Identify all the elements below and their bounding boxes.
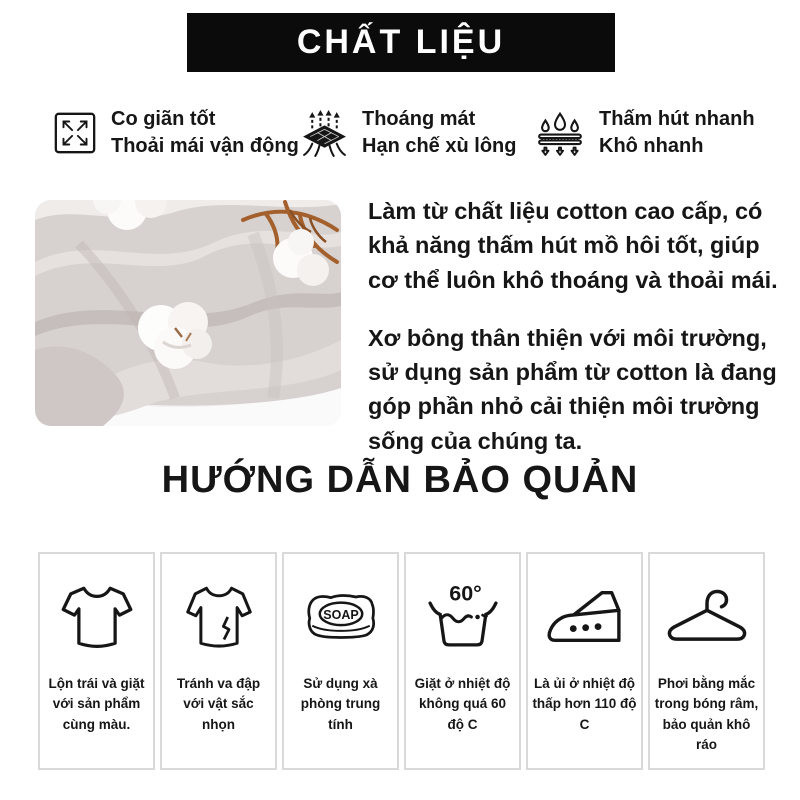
care-label: Lộn trái và giặt với sản phẩm cùng màu. <box>48 676 145 732</box>
stretch-icon <box>52 110 98 156</box>
soap-icon <box>301 568 381 666</box>
wash-temperature-icon <box>422 568 504 666</box>
tshirt-icon <box>56 568 138 666</box>
care-label: Giặt ở nhiệt độ không quá 60 độ C <box>414 676 511 732</box>
care-box-hang-dry <box>648 552 765 770</box>
absorbent-drops-icon <box>534 108 586 158</box>
soap-text: SOAP <box>322 607 359 622</box>
care-label: Phơi bằng mắc trong bóng râm, bảo quản khô ráo <box>654 676 759 752</box>
feature-absorbent-label: Thấm hút nhanh Khô nhanh <box>599 108 755 157</box>
care-instructions-grid <box>38 552 765 770</box>
feature-stretch-label: Co giãn tốt Thoải mái vận động <box>111 108 299 157</box>
feature-breathable-label: Thoáng mát Hạn chế xù lông <box>362 108 517 157</box>
wash-temp-text: 60° <box>448 581 482 606</box>
care-box-wash-60 <box>404 552 521 770</box>
care-label: Tránh va đập với vật sắc nhọn <box>176 676 261 732</box>
care-box-wash-inside-out <box>38 552 155 770</box>
care-section-title: HƯỚNG DẪN BẢO QUẢN <box>161 459 639 501</box>
care-box-iron-low <box>526 552 643 770</box>
breathable-mesh-icon <box>300 109 349 158</box>
feature-absorbent <box>534 106 755 160</box>
material-title: CHẤT LIỆU <box>296 23 506 61</box>
care-box-neutral-soap <box>282 552 399 770</box>
material-paragraph-2: Xơ bông thân thiện với môi trường, sử dụng sản phẩm từ cotton là đang góp phần nhỏ cải thiện môi trường sống của chúng ta. <box>368 324 777 454</box>
hanger-icon <box>664 568 750 666</box>
torn-tshirt-icon <box>178 568 260 666</box>
cotton-fabric-photo <box>35 200 341 426</box>
care-label: Là ủi ở nhiệt độ thấp hơn 110 độ C <box>532 676 637 732</box>
feature-stretch <box>52 106 299 160</box>
feature-breathable <box>300 106 516 160</box>
care-box-avoid-sharp <box>160 552 277 770</box>
material-description <box>368 194 786 482</box>
material-paragraph-1: Làm từ chất liệu cotton cao cấp, có khả năng thấm hút mồ hôi tốt, giúp cơ thể luôn khô thoáng và thoải mái. <box>368 198 778 293</box>
material-section-banner <box>187 13 615 72</box>
care-label: Sử dụng xà phòng trung tính <box>300 676 381 732</box>
iron-icon <box>543 568 627 666</box>
